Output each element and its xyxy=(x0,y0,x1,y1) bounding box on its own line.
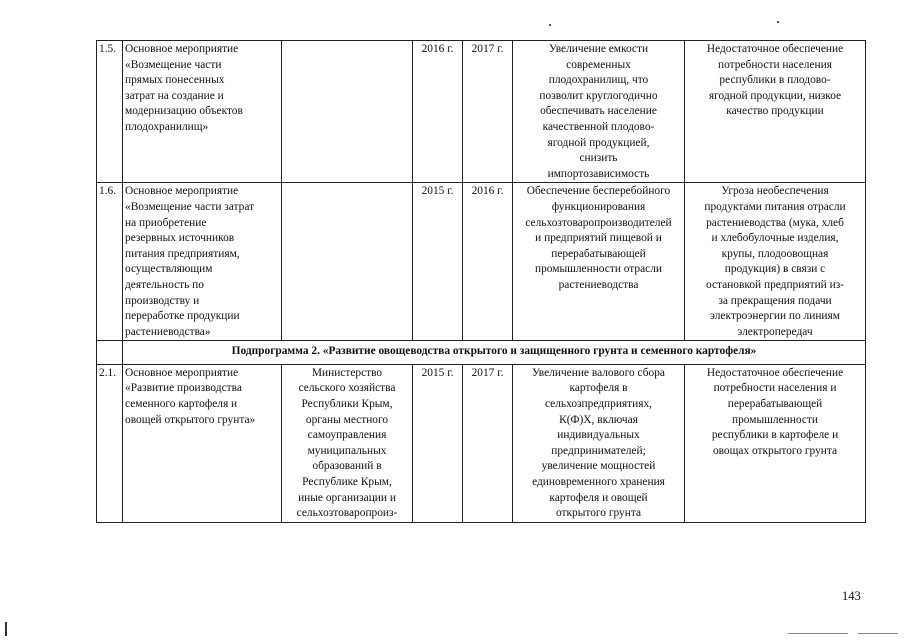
text-line: органы местного xyxy=(305,413,389,426)
text-line: растениеводства» xyxy=(125,325,211,338)
scan-mark xyxy=(788,633,848,634)
text-line: республики в картофеле и xyxy=(711,429,839,442)
consequences xyxy=(685,183,866,341)
text-line: современных xyxy=(566,58,631,71)
text-line: резервных источников xyxy=(125,232,235,245)
scan-speck xyxy=(777,21,779,23)
text-line: республики в плодово- xyxy=(719,74,831,87)
text-line: растениеводства (мука, хлеб xyxy=(706,216,844,229)
text-line: потребности населения xyxy=(718,58,832,71)
text-line: и хлебобулочные изделия, xyxy=(711,232,839,245)
text-line: образований в xyxy=(312,460,382,473)
text-line: перерабатывающей xyxy=(727,398,823,411)
text-line: ягодной продукцией, xyxy=(547,136,650,149)
text-line: овощах открытого грунта xyxy=(712,444,838,457)
responsible-executor xyxy=(282,41,413,183)
text-line: качество продукции xyxy=(726,105,824,118)
text-line: К(Ф)Х, включая xyxy=(559,413,638,426)
expected-result xyxy=(513,41,685,183)
table-row xyxy=(97,41,866,183)
text-line: ягодной продукции, низкое xyxy=(708,89,842,102)
text-line: семенного картофеля и xyxy=(125,398,238,411)
text-line: Недостаточное обеспечение xyxy=(706,366,844,379)
text-line: «Возмещение части затрат xyxy=(125,200,255,213)
text-line: самоуправления xyxy=(307,429,387,442)
text-line: продуктами питания отрасли xyxy=(704,200,846,213)
text-line: сельского хозяйства xyxy=(298,382,396,395)
text-line: плодохранилищ» xyxy=(125,120,209,133)
measure-name xyxy=(123,183,282,341)
text-line: крупы, плодоовощная xyxy=(721,247,829,260)
end-year: 2017 г. xyxy=(463,364,513,522)
measures-table xyxy=(96,40,866,523)
text-line: предпринимателей; xyxy=(551,444,646,457)
text-line: муниципальных xyxy=(307,444,387,457)
consequences xyxy=(685,364,866,522)
text-line: на приобретение xyxy=(125,216,207,229)
row-number: 1.6. xyxy=(97,183,123,341)
text-line: обеспечивать население xyxy=(540,105,657,118)
text-line: единовременного хранения xyxy=(532,476,665,489)
text-line: переработке продукции xyxy=(125,310,240,323)
text-line: перерабатывающей xyxy=(551,247,646,260)
subprogram-empty-cell xyxy=(97,341,123,365)
text-line: Увеличение емкости xyxy=(548,43,649,55)
text-line: «Развитие производства xyxy=(125,382,242,395)
text-line: качественной плодово- xyxy=(542,120,655,133)
text-line: картофеля и овощей xyxy=(549,491,648,504)
table-row xyxy=(97,183,866,341)
text-line: Основное мероприятие xyxy=(125,43,239,55)
text-line: Угроза необеспечения xyxy=(721,185,829,198)
text-line: овощей открытого грунта» xyxy=(125,413,256,426)
text-line: производству и xyxy=(125,294,200,307)
subprogram-title: Подпрограмма 2. «Развитие овощеводства открытого и защищенного грунта и семенного картофеля» xyxy=(123,341,866,365)
text-line: Республике Крым, xyxy=(302,476,392,489)
text-line: продукция) в связи с xyxy=(724,263,826,276)
text-line: «Возмещение части xyxy=(125,58,222,71)
text-line: иные организации и xyxy=(298,491,396,504)
expected-result xyxy=(513,364,685,522)
text-line: затрат на создание и xyxy=(125,89,224,102)
start-year: 2015 г. xyxy=(413,183,463,341)
consequences xyxy=(685,41,866,183)
text-line: картофеля в xyxy=(569,382,628,395)
text-line: Обеспечение бесперебойного xyxy=(526,185,671,198)
text-line: открытого грунта xyxy=(555,507,642,520)
text-line: остановкой предприятий из- xyxy=(706,278,844,291)
scan-mark xyxy=(5,622,7,636)
end-year: 2016 г. xyxy=(463,183,513,341)
text-line: Увеличение валового сбора xyxy=(532,366,665,379)
text-line: потребности населения и xyxy=(713,382,837,395)
scan-speck xyxy=(549,24,551,26)
start-year: 2016 г. xyxy=(413,41,463,183)
responsible-executor xyxy=(282,364,413,522)
text-line: промышленности отрасли xyxy=(534,263,663,276)
text-line: электроэнергии по линиям xyxy=(710,310,840,323)
text-line: растениеводства xyxy=(558,278,639,291)
text-line: Основное мероприятие xyxy=(125,366,239,379)
responsible-executor xyxy=(282,183,413,341)
text-line: электропередач xyxy=(737,325,813,338)
row-number: 2.1. xyxy=(97,364,123,522)
text-line: Основное мероприятие xyxy=(125,185,239,198)
measure-name xyxy=(123,41,282,183)
text-line: осуществляющим xyxy=(125,263,213,276)
text-line: промышленности xyxy=(732,413,818,426)
page-number: 143 xyxy=(842,589,861,603)
table-row xyxy=(97,364,866,522)
expected-result xyxy=(513,183,685,341)
text-line: увеличение мощностей xyxy=(541,460,656,473)
text-line: функционирования xyxy=(551,200,646,213)
text-line: деятельность по xyxy=(125,278,204,291)
text-line: индивидуальных xyxy=(557,429,640,442)
text-line: сельхозтоваропроиз- xyxy=(296,507,398,520)
scan-mark xyxy=(858,633,898,634)
text-line: Недостаточное обеспечение xyxy=(706,43,844,55)
text-line: сельхозпредприятиях, xyxy=(544,398,653,411)
text-line: импортозависимость xyxy=(547,167,650,180)
text-line: прямых понесенных xyxy=(125,74,225,87)
text-line: Министерство xyxy=(311,366,383,379)
text-line: за прекращения подачи xyxy=(718,294,832,307)
text-line: и предприятий пищевой и xyxy=(535,232,662,245)
text-line: позволит круглогодично xyxy=(539,89,658,102)
subprogram-row xyxy=(97,341,866,365)
text-line: Республики Крым, xyxy=(301,398,393,411)
text-line: питания предприятиям, xyxy=(125,247,240,260)
measure-name xyxy=(123,364,282,522)
row-number: 1.5. xyxy=(97,41,123,183)
text-line: снизить xyxy=(579,152,618,165)
end-year: 2017 г. xyxy=(463,41,513,183)
text-line: сельхозтоваропроизводителей xyxy=(525,216,672,229)
start-year: 2015 г. xyxy=(413,364,463,522)
text-line: модернизацию объектов xyxy=(125,105,243,118)
text-line: плодохранилищ, что xyxy=(548,74,649,87)
